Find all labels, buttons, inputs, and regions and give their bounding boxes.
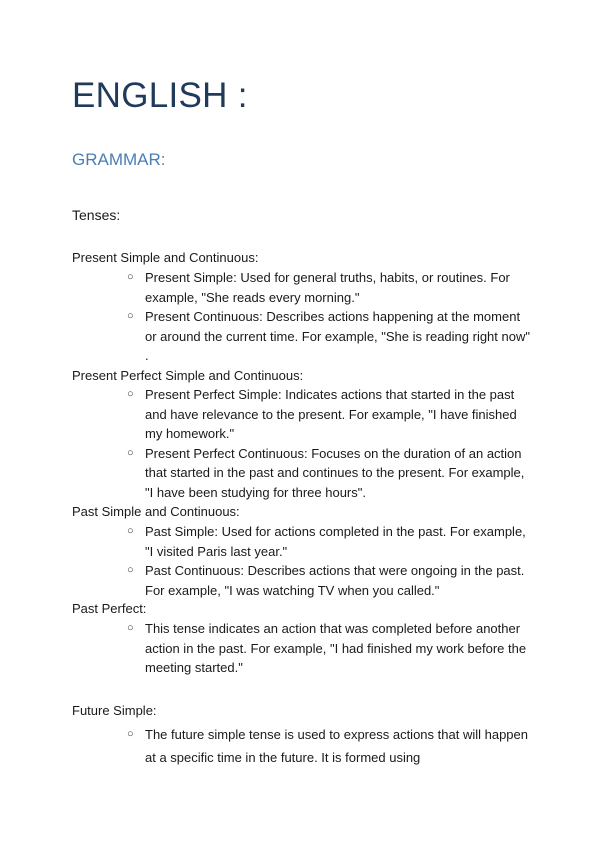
list-item [127,561,530,600]
list-item [127,268,530,307]
bullet-list-present-simple-continuous [127,268,530,366]
bullet-text: This tense indicates an action that was completed before another action in the past. For example, "I had finished my work before the meeting started." [145,621,527,675]
document-title: ENGLISH : [72,76,248,115]
bullet-circle-icon: ○ [127,728,134,740]
list-item [127,444,530,503]
bullet-circle-icon: ○ [127,271,134,283]
bullet-circle-icon: ○ [127,388,134,400]
bullet-text: Past Simple: Used for actions completed in the past. For example, "I visited Paris last year." [145,524,526,559]
bullet-text: Present Perfect Continuous: Focuses on the duration of an action that started in the past and continues to the present. For example, "I have been studying for three hours". [145,445,525,500]
list-item [127,723,530,769]
section-label-future-simple: Future Simple: [72,703,157,718]
bullet-text: Present Continuous: Describes actions happening at the moment or around the current time. For example, "She is reading right now" . [145,309,530,363]
bullet-list-future-simple [127,723,530,769]
bullet-list-past-perfect [127,619,530,678]
bullet-list-past-simple-continuous [127,522,530,600]
bullet-circle-icon: ○ [127,622,134,634]
bullet-list-present-perfect [127,385,530,502]
bullet-circle-icon: ○ [127,564,134,576]
section-label-past-perfect: Past Perfect: [72,601,147,616]
bullet-text: Present Perfect Simple: Indicates actions that started in the past and have relevance to the present. For example, "I have finished my homework." [145,387,517,441]
bullet-text: Present Simple: Used for general truths, habits, or routines. For example, "She reads every morning." [145,270,510,305]
list-item [127,619,530,678]
bullet-circle-icon: ○ [127,310,134,322]
list-item [127,385,530,444]
section-subtitle: GRAMMAR: [72,150,166,169]
section-label-past-simple-continuous: Past Simple and Continuous: [72,504,240,519]
list-item [127,522,530,561]
bullet-text: The future simple tense is used to express actions that will happen at a specific time in the future. It is formed using [145,727,528,765]
list-item [127,307,530,366]
tenses-heading: Tenses: [72,207,121,223]
bullet-circle-icon: ○ [127,525,134,537]
bullet-text: Past Continuous: Describes actions that were ongoing in the past. For example, "I was watching TV when you called." [145,563,525,598]
bullet-circle-icon: ○ [127,446,134,459]
section-label-present-perfect: Present Perfect Simple and Continuous: [72,368,304,383]
section-label-present-simple-continuous: Present Simple and Continuous: [72,250,259,265]
